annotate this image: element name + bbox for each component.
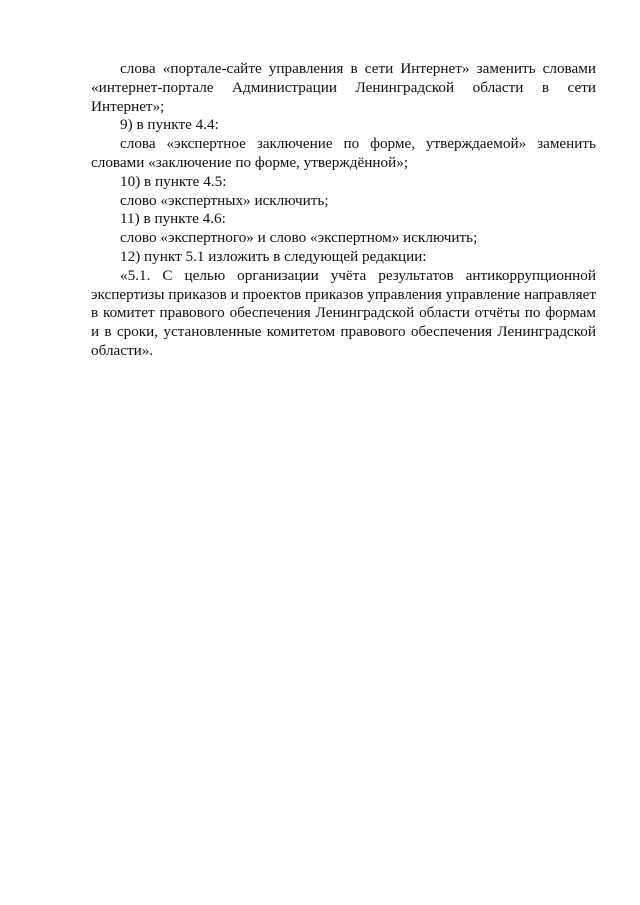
- paragraph-item-11-body: слово «экспертного» и слово «экспертном» исключить;: [120, 229, 478, 247]
- paragraph-item-9-heading: 9) в пункте 4.4:: [120, 116, 219, 134]
- paragraph-item-12-body: «5.1. С целью организации учёта результатов антикоррупционной экспертизы приказов и проектов приказов управления управление направляет в комитет правового обеспечения Ленинградской области отчёты по формам и в сроки, установленные комитетом правового обеспечения Ленинградской области».: [91, 266, 596, 359]
- paragraph-replace-portal-words: слова «портале-сайте управления в сети Интернет» заменить словами «интернет-портале Администрации Ленинградской области в сети Интернет»;: [91, 60, 596, 115]
- paragraph-item-12-heading: 12) пункт 5.1 изложить в следующей редакции:: [120, 247, 427, 265]
- paragraph-item-10-body: слово «экспертных» исключить;: [120, 191, 329, 209]
- paragraph-item-9-body: слова «экспертное заключение по форме, утверждаемой» заменить словами «заключение по форме, утверждённой»;: [91, 135, 596, 171]
- paragraph-item-10-heading: 10) в пункте 4.5:: [120, 172, 227, 190]
- paragraph-item-11-heading: 11) в пункте 4.6:: [120, 210, 226, 228]
- document-page: [91, 60, 596, 361]
